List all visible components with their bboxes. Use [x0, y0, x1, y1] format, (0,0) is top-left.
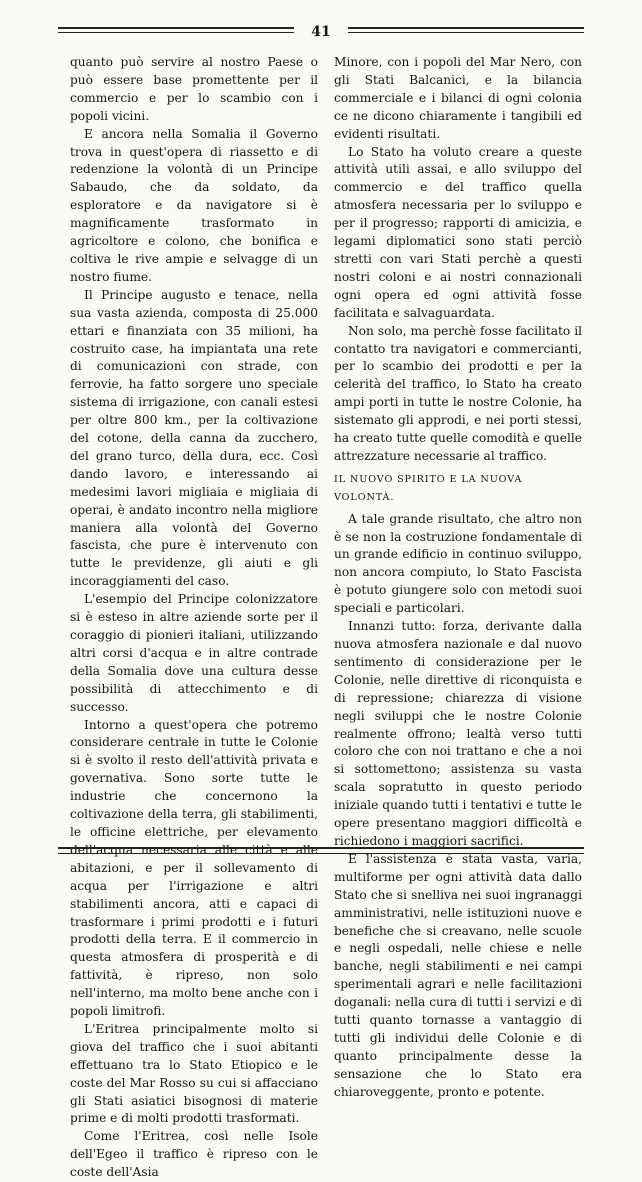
left-column	[70, 54, 318, 1182]
section-heading: IL NUOVO SPIRITO E LA NUOVA VOLONTÀ.	[334, 473, 523, 503]
paragraph: L'Eritrea principalmente molto si giova del traffico che i suoi abitanti effettuano tra lo Stato Etiopico e le coste del Mar Rosso su cui si affacciano gli Stati asiatici bisognosi di materie prime e di molti prodotti trasformati.	[70, 1021, 318, 1126]
paragraph: Non solo, ma perchè fosse facilitato il contatto tra navigatori e commercianti, per lo scambio dei prodotti e per la celerità del traffico, lo Stato ha creato ampi porti in tutte le nostre Colonie, ha sistemato gli approdi, e nei porti stessi, ha creato tutte quelle comodità e quelle attrezzature necessarie al traffico.	[334, 323, 582, 463]
paragraph: E ancora nella Somalia il Governo trova in quest'opera di riassetto e di redenzione la volontà di un Principe Sabaudo, che da soldato, da esploratore e da navigatore si è magnificamente trasformato in agricoltore e colono, che bonifica e coltiva le rive ampie e selvagge di un nostro fiume.	[70, 126, 318, 284]
header-rule-right-top	[348, 27, 584, 29]
paragraph: E l'assistenza è stata vasta, varia, multiforme per ogni attività data dallo Stato che si snelliva nei suoi ingranaggi amministrativi, nelle istituzioni nuove e benefiche che si creavano, nelle scuole e negli ospedali, nelle chiese e nelle banche, negli stabilimenti e nei campi sperimentali agrari e nelle facilitazioni doganali: nella cura di tutti i servizi e di tutti quanto tornasse a vantaggio di tutti gli individui delle Colonie e di quanto principalmente desse la sensazione che lo Stato era chiaroveggente, pronto e potente.	[334, 851, 582, 1099]
page-number: 41	[311, 24, 331, 40]
paragraph: quanto può servire al nostro Paese o può essere base promettente per il commercio e per lo scambio con i popoli vicini.	[70, 55, 318, 123]
paragraph: A tale grande risultato, che altro non è se non la costruzione fondamentale di un grande edificio in continuo sviluppo, non ancora compiuto, lo Stato Fascista è potuto giungere solo con metodi suoi speciali e particolari.	[334, 511, 582, 616]
paragraph: Lo Stato ha voluto creare a queste attività utili assai, e allo sviluppo del commercio e del traffico quella atmosfera necessaria per lo sviluppo e per il progresso; rapporti di amicizia, e legami diplomatici sono stati perciò stretti con vari Stati perchè a questi nostri coloni e ai nostri connazionali ogni opera ed ogni attività fosse facilitata e salvaguardata.	[334, 144, 582, 320]
right-column	[334, 54, 582, 1102]
page-header	[58, 20, 584, 44]
paragraph: Come l'Eritrea, così nelle Isole dell'Egeo il traffico è ripreso con le coste dell'Asia	[70, 1129, 318, 1180]
paragraph: L'esempio del Principe colonizzatore si è esteso in altre aziende sorte per il coraggio di pionieri italiani, utilizzando altri corsi d'acqua e in altre contrade della Somalia dove una cultura desse possibilità di attecchimento e di successo.	[70, 592, 318, 714]
paragraph: Innanzi tutto: forza, derivante dalla nuova atmosfera nazionale e dal nuovo sentimento di considerazione per le Colonie, nelle direttive di riconquista e di repressione; chiarezza di visione negli sviluppi che le nostre Colonie realmente offrono; lealtà verso tutti coloro che con noi trattano e che a noi si sottomettono; assistenza su vasta scala sopratutto in questo periodo iniziale quando tutti i tentativi e tutte le opere presentano maggiori difficoltà e richiedono i maggiori sacrifici.	[334, 619, 582, 848]
paragraph: Minore, con i popoli del Mar Nero, con gli Stati Balcanici, e la bilancia commerciale e i bilanci di ogni colonia ce ne dicono chiaramente i tangibili ed evidenti risultati.	[334, 55, 582, 141]
paragraph: Intorno a quest'opera che potremo considerare centrale in tutte le Colonie si è svolto il resto dell'attività privata e governativa. Sono sorte tutte le industrie che concernono la coltivazione della terra, gli stabilimenti, le officine elettriche, per elevamento dell'acqua necessaria alle città e alle abitazioni, e per il sollevamento di acqua per l'irrigazione e altri stabilimenti ancora, atti e capaci di trasformare i primi prodotti e i futuri prodotti della terra. E il commercio in questa atmosfera di prosperità e di fattività, è ripreso, non solo nell'interno, ma molto bene anche con i popoli limitrofi.	[70, 717, 318, 1019]
footer-rule-top	[58, 847, 584, 849]
page-footer	[58, 847, 584, 859]
paragraph: Il Principe augusto e tenace, nella sua vasta azienda, composta di 25.000 ettari e finanziata con 35 milioni, ha costruito case, ha impiantata una rete di comunicazioni con strade, con ferrovie, ha fatto sorgere uno speciale sistema di irrigazione, con canali estesi per oltre 800 km., per la coltivazione del cotone, della canna da zucchero, del grano turco, della dura, ecc. Così dando lavoro, e interessando ai medesimi lavori migliaia e migliaia di operai, è andato incontro nella migliore maniera alla volontà del Governo fascista, che pure è intervenuto con tutte le previdenze, gli aiuti e gli incoraggiamenti del caso.	[70, 287, 318, 589]
header-rule-right-bottom	[348, 32, 584, 33]
footer-rule-bottom	[58, 853, 584, 854]
